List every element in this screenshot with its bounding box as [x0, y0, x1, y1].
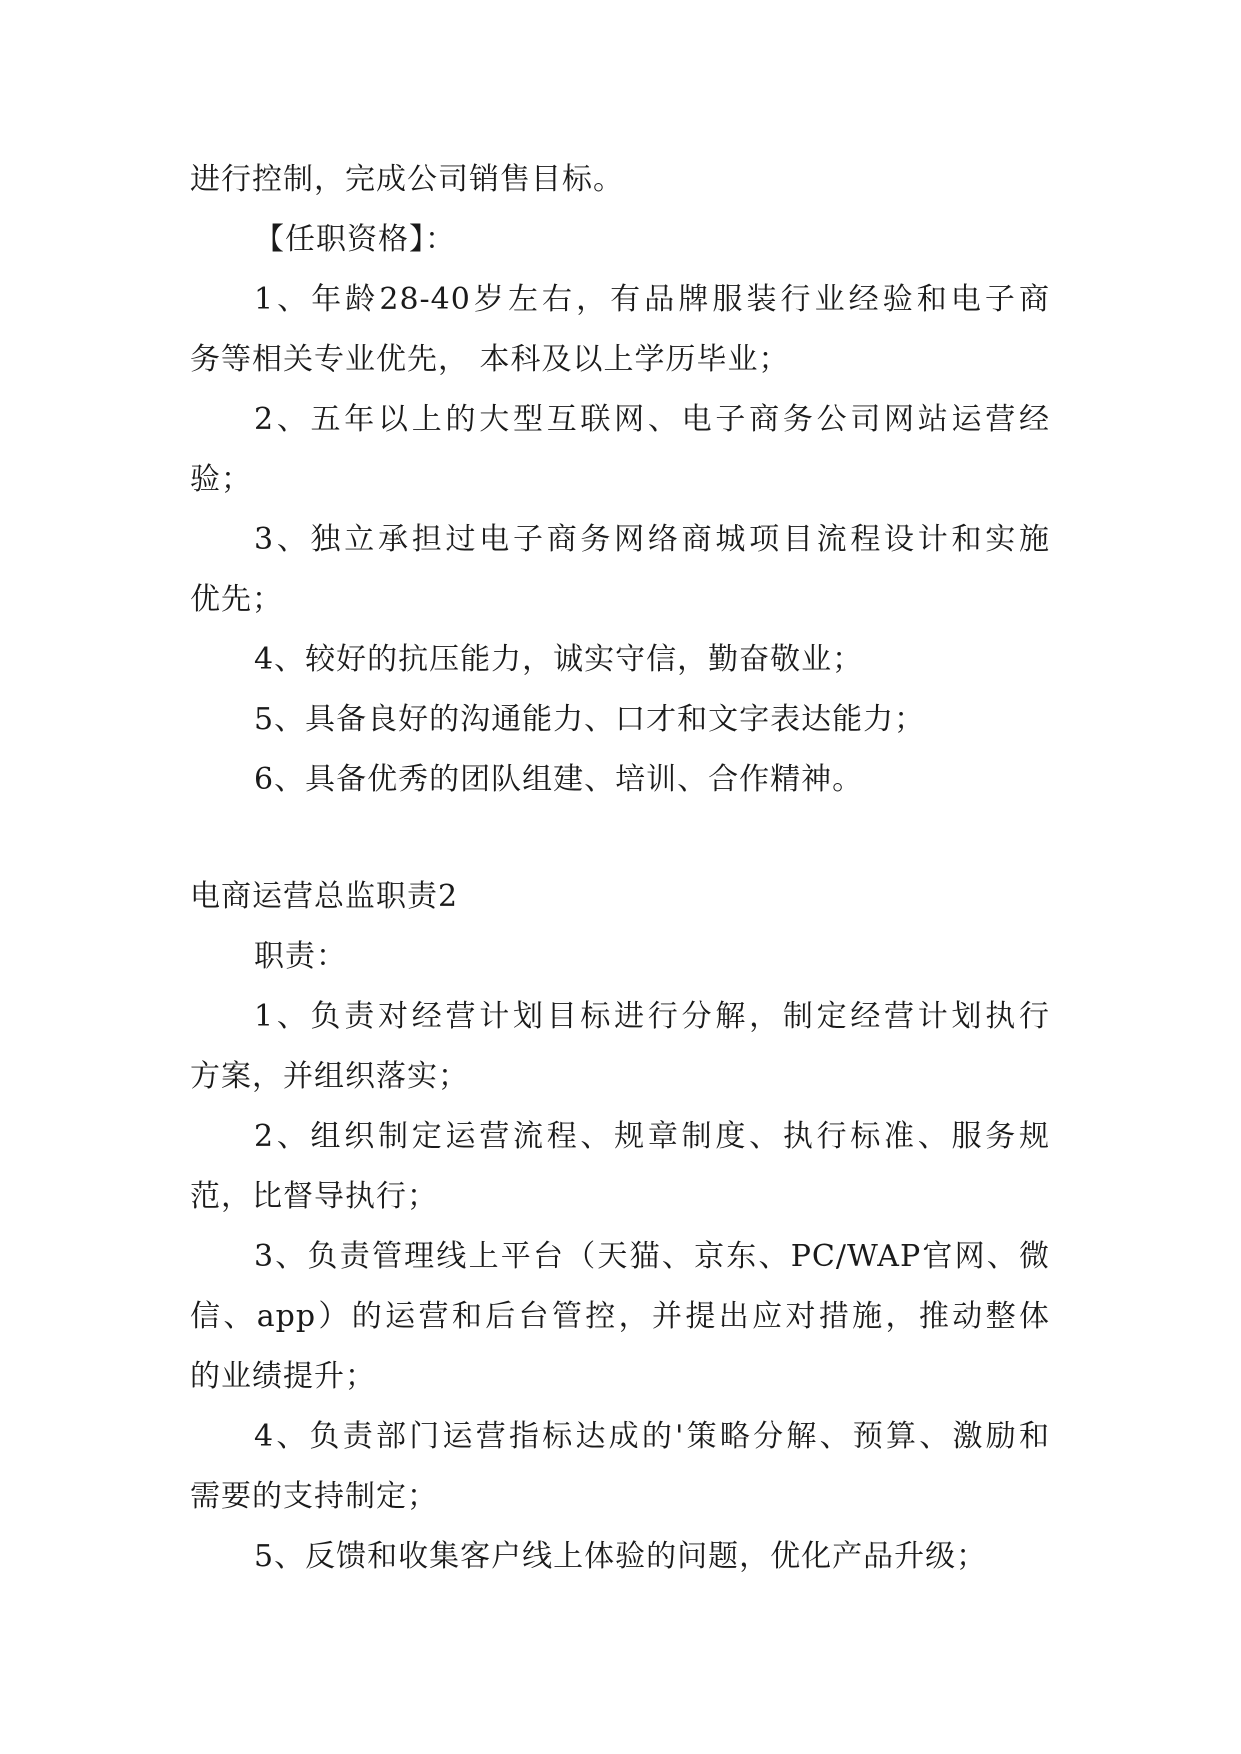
list-item-continuation: 验； — [190, 462, 252, 497]
section-heading: 【任职资格】： — [254, 222, 456, 257]
list-item: 1、负责对经营计划目标进行分解，制定经营计划执行 — [254, 999, 1050, 1034]
section-title: 电商运营总监职责2 — [190, 879, 459, 914]
list-item: 2、组织制定运营流程、规章制度、执行标准、服务规 — [254, 1119, 1050, 1154]
list-item-continuation: 范，比督导执行； — [190, 1179, 438, 1214]
section-heading: 职责： — [254, 939, 347, 974]
paragraph-line: 进行控制，完成公司销售目标。 — [190, 162, 624, 197]
list-item-continuation: 优先； — [190, 582, 283, 617]
list-item: 2、五年以上的大型互联网、电子商务公司网站运营经 — [254, 402, 1050, 437]
list-item: 4、负责部门运营指标达成的'策略分解、预算、激励和 — [254, 1419, 1050, 1454]
list-item: 1、年龄28-40岁左右，有品牌服装行业经验和电子商 — [254, 282, 1050, 317]
list-item: 5、反馈和收集客户线上体验的问题，优化产品升级； — [254, 1539, 988, 1574]
list-item-continuation: 需要的支持制定； — [190, 1479, 438, 1514]
list-item-continuation: 方案，并组织落实； — [190, 1059, 469, 1094]
list-item-continuation: 的业绩提升； — [190, 1359, 376, 1394]
list-item: 3、负责管理线上平台（天猫、京东、PC/WAP官网、微 — [254, 1239, 1050, 1274]
list-item: 4、较好的抗压能力，诚实守信，勤奋敬业； — [254, 642, 864, 677]
list-item: 3、独立承担过电子商务网络商城项目流程设计和实施 — [254, 522, 1050, 557]
list-item: 6、具备优秀的团队组建、培训、合作精神。 — [254, 762, 864, 797]
list-item-continuation: 务等相关专业优先， 本科及以上学历毕业； — [190, 342, 790, 377]
list-item: 5、具备良好的沟通能力、口才和文字表达能力； — [254, 702, 926, 737]
list-item-continuation: 信、app）的运营和后台管控，并提出应对措施，推动整体 — [190, 1299, 1050, 1334]
